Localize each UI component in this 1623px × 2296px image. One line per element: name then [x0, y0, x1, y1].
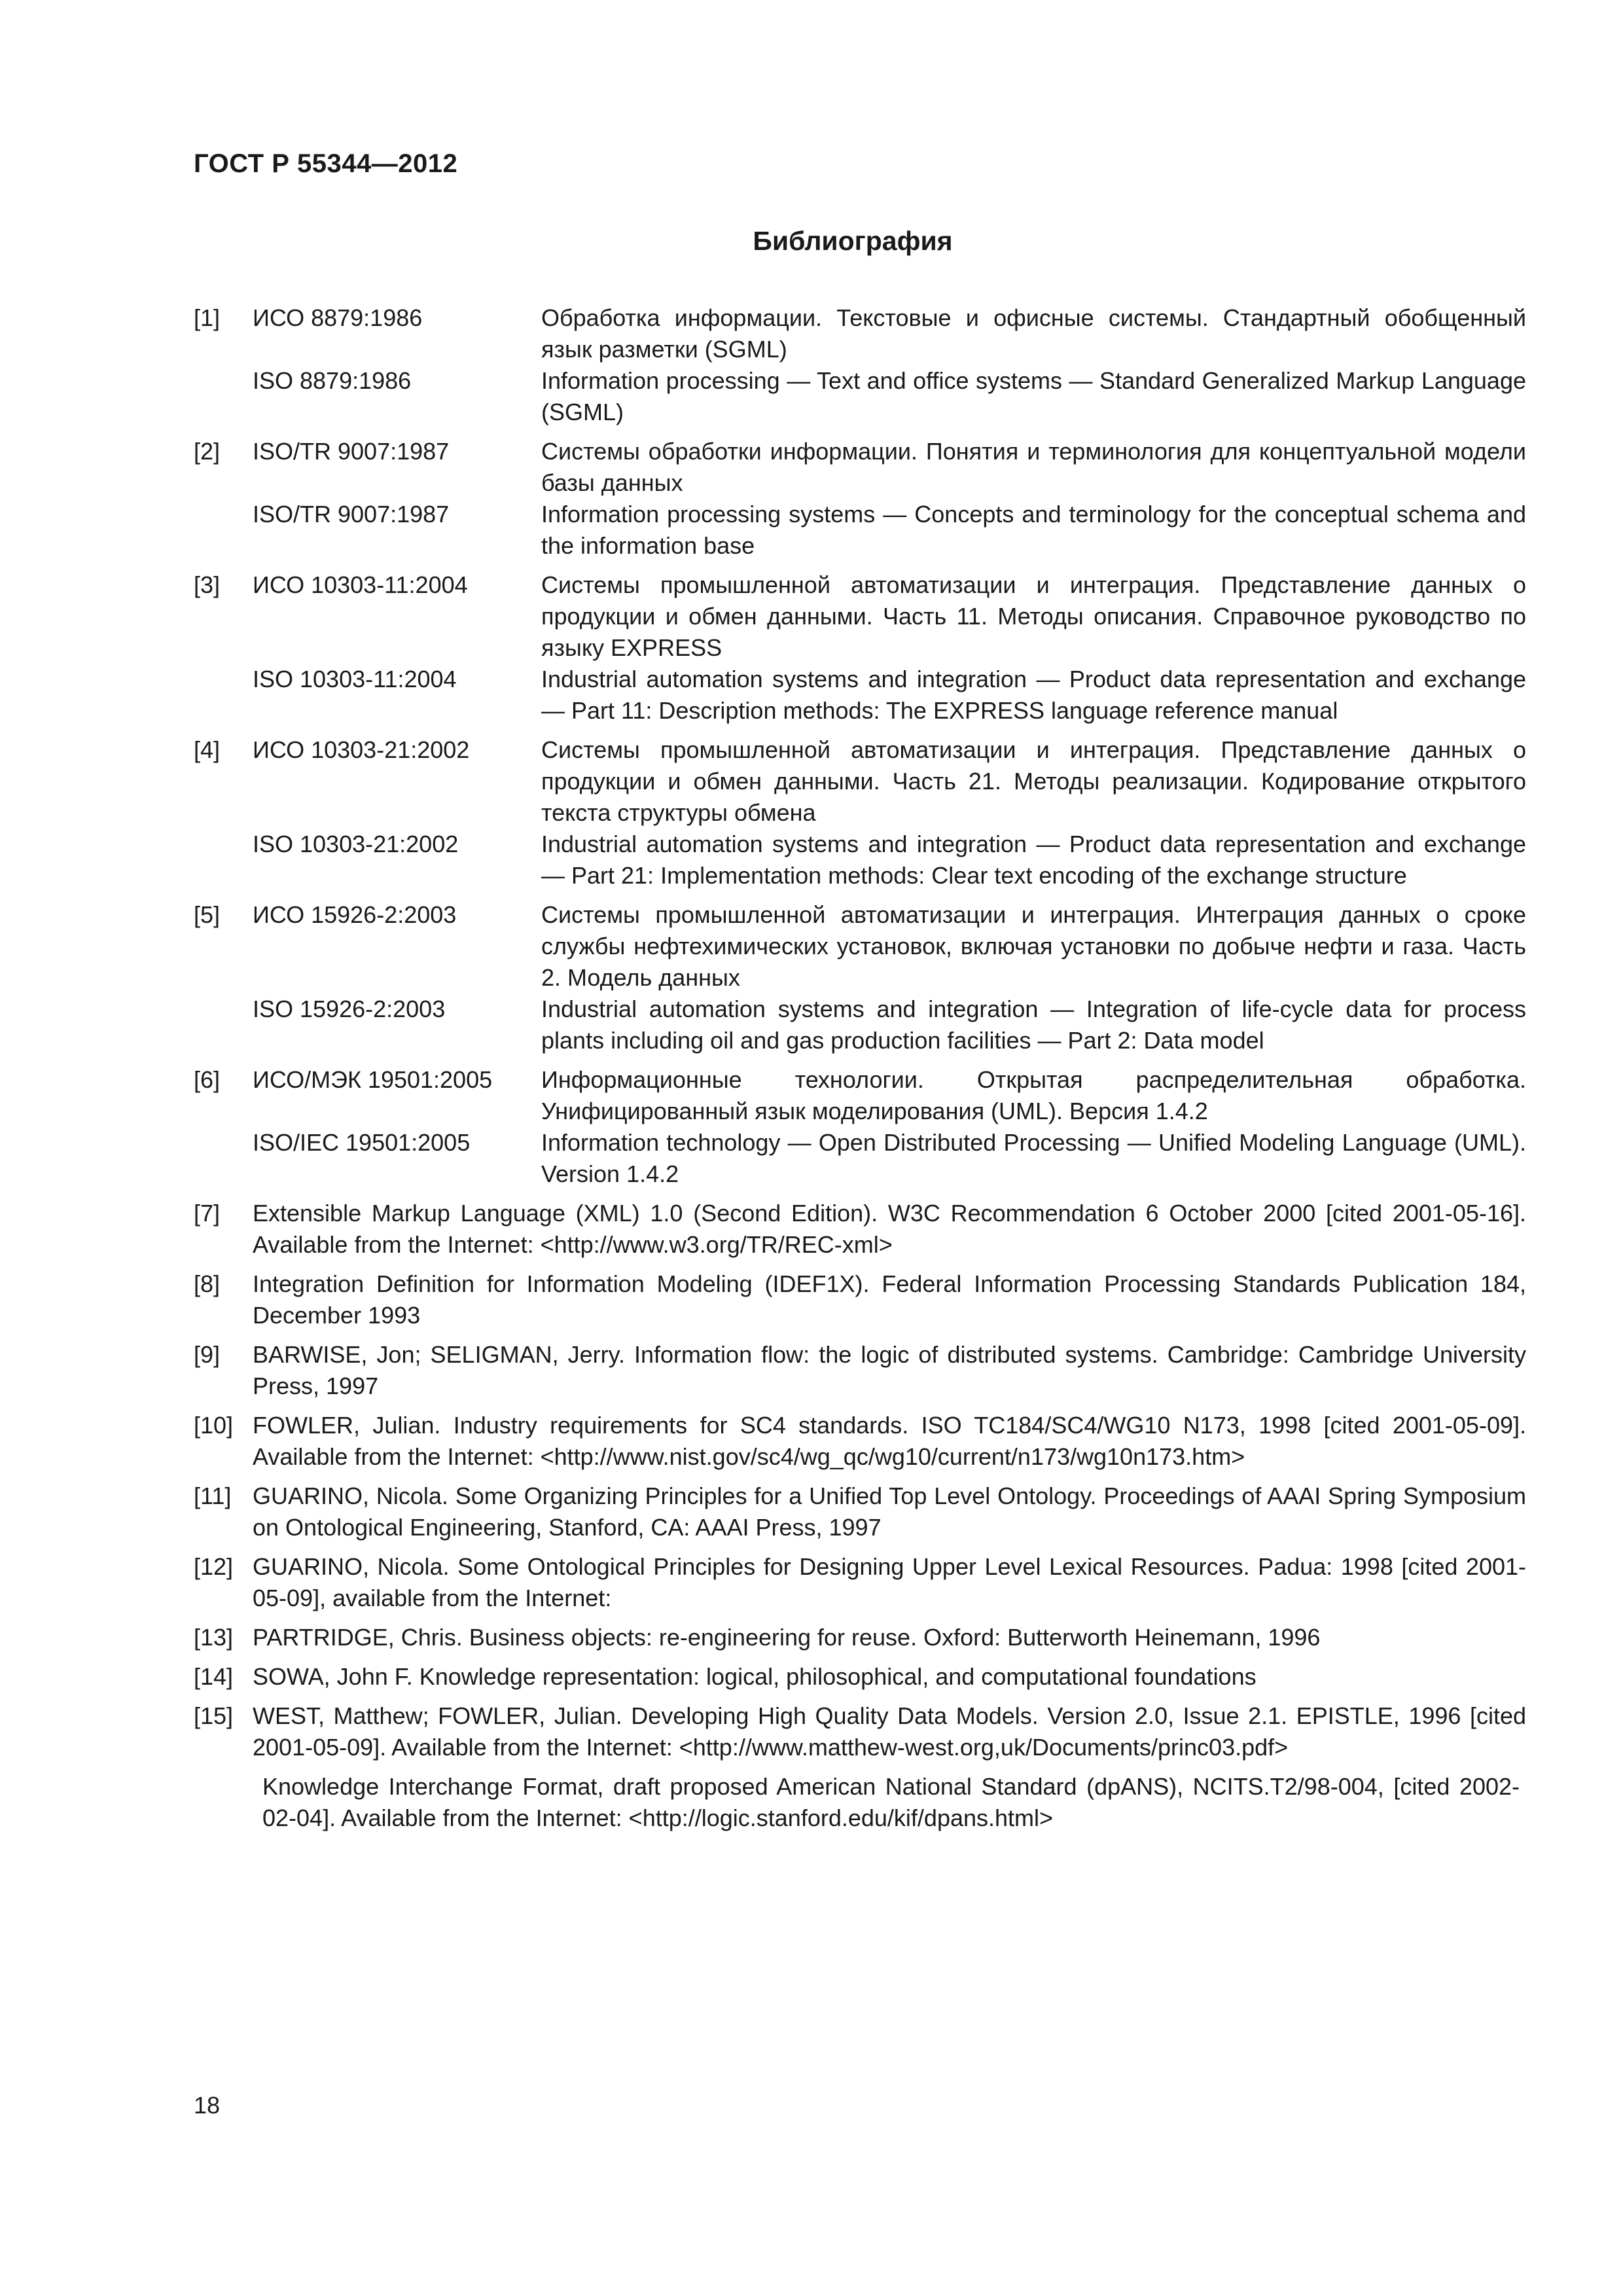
bibliography-entry: [194, 436, 1526, 562]
standard-code: ИСО 10303-11:2004: [253, 571, 468, 598]
standard-code: ISO 10303-21:2002: [253, 831, 459, 857]
standard-title: Industrial automation systems and integration — Product data representation and exchange — Part 21: Implementation methods: Clear text encoding of the exchange structure: [541, 831, 1526, 889]
entry-pair: [253, 664, 1526, 726]
standard-title: Industrial automation systems and integration — Product data representation and exchange — Part 11: Description methods: The EXPRESS language reference manual: [541, 666, 1526, 724]
entry-text: PARTRIDGE, Chris. Business objects: re-engineering for reuse. Oxford: Butterworth Heinemann, 1996: [253, 1624, 1321, 1651]
entry-number: [9]: [194, 1341, 221, 1368]
bibliography-entry: [194, 1268, 1526, 1331]
standard-title: Информационные технологии. Открытая распределительная обработка. Унифицированный язык моделирования (UML). Версия 1.4.2: [541, 1066, 1526, 1124]
entry-pair: [253, 734, 1526, 829]
entry-number: [15]: [194, 1702, 234, 1729]
bibliography-entry: [194, 899, 1526, 1056]
entry-pair: [253, 302, 1526, 365]
entry-pair: [253, 569, 1526, 664]
standard-title: Industrial automation systems and integration — Integration of life-cycle data for process plants including oil and gas production facilities — Part 2: Data model: [541, 996, 1526, 1054]
entry-text: Extensible Markup Language (XML) 1.0 (Second Edition). W3C Recommendation 6 October 2000 [cited 2001-05-16]. Available from the Internet: <http://www.w3.org/TR/REC-xml>: [253, 1200, 1526, 1258]
page-number: 18: [194, 2092, 221, 2119]
bibliography-entry: [194, 1622, 1526, 1653]
entry-number: [8]: [194, 1270, 221, 1297]
entry-text: BARWISE, Jon; SELIGMAN, Jerry. Information flow: the logic of distributed systems. Cambridge: Cambridge University Press, 1997: [253, 1341, 1526, 1399]
bibliography-entry: [194, 1064, 1526, 1190]
entry-pair: [253, 1064, 1526, 1127]
standard-code: ISO 10303-11:2004: [253, 666, 457, 692]
entry-pair: [253, 899, 1526, 994]
entry-number: [14]: [194, 1663, 234, 1690]
page-title: Библиография: [753, 226, 953, 256]
entry-number: [5]: [194, 901, 221, 928]
entry-number: [6]: [194, 1066, 221, 1093]
standard-code: ISO/TR 9007:1987: [253, 501, 450, 528]
bibliography-entry: [194, 302, 1526, 428]
entry-text: FOWLER, Julian. Industry requirements for SC4 standards. ISO TC184/SC4/WG10 N173, 1998 [cited 2001-05-09]. Available from the Internet: <http://www.nist.gov/sc4/wg_qc/wg10/current/n173/wg10n173.htm>: [253, 1412, 1526, 1470]
standard-code: ИСО 15926-2:2003: [253, 901, 457, 928]
standard-code: ИСО/МЭК 19501:2005: [253, 1066, 493, 1093]
entry-number: [7]: [194, 1200, 221, 1227]
standard-code: ИСО 10303-21:2002: [253, 736, 470, 763]
entry-number: [2]: [194, 438, 221, 465]
entry-pair: [253, 436, 1526, 499]
standard-title: Системы обработки информации. Понятия и терминология для концептуальной модели базы данных: [541, 438, 1526, 496]
bibliography-entry: [194, 1700, 1526, 1763]
standard-code: ISO 15926-2:2003: [253, 996, 446, 1022]
standard-code: ISO 8879:1986: [253, 367, 412, 394]
entry-pair: [253, 1127, 1526, 1190]
bibliography-list: [194, 302, 1526, 1834]
standard-code: ISO/TR 9007:1987: [253, 438, 450, 465]
bibliography-entry: [194, 1410, 1526, 1473]
entry-number: [10]: [194, 1412, 234, 1439]
entry-text: GUARINO, Nicola. Some Organizing Principles for a Unified Top Level Ontology. Proceedings of AAAI Spring Symposium on Ontological Engineering, Stanford, CA: AAAI Press, 1997: [253, 1482, 1526, 1541]
entry-text: Integration Definition for Information Modeling (IDEF1X). Federal Information Processing Standards Publication 184, December 1993: [253, 1270, 1526, 1329]
entry-pair: [253, 365, 1526, 428]
standard-title: Системы промышленной автоматизации и интеграция. Представление данных о продукции и обмен данными. Часть 21. Методы реализации. Кодирование открытого текста структуры обмена: [541, 736, 1526, 826]
entry-text: WEST, Matthew; FOWLER, Julian. Developing High Quality Data Models. Version 2.0, Issue 2.1. EPISTLE, 1996 [cited 2001-05-09]. Available from the Internet: <http://www.matthew-west.org,uk/Documents/princ03.pdf>: [253, 1702, 1526, 1761]
entry-pair: [253, 499, 1526, 562]
entry-number: [13]: [194, 1624, 234, 1651]
entry-text: SOWA, John F. Knowledge representation: logical, philosophical, and computational foundations: [253, 1663, 1257, 1690]
standard-title: Системы промышленной автоматизации и интеграция. Интеграция данных о сроке службы нефтехимических установок, включая установки по добыче нефти и газа. Часть 2. Модель данных: [541, 901, 1526, 991]
bibliography-entry: [194, 734, 1526, 891]
bibliography-entry: [194, 1339, 1526, 1402]
entry-number: [11]: [194, 1482, 232, 1509]
standard-title: Information technology — Open Distributed Processing — Unified Modeling Language (UML). Version 1.4.2: [541, 1129, 1526, 1187]
bibliography-entry: [194, 1551, 1526, 1614]
document-header: ГОСТ Р 55344—2012: [194, 149, 458, 178]
standard-title: Information processing — Text and office systems — Standard Generalized Markup Language (SGML): [541, 367, 1526, 425]
bibliography-entry: [194, 569, 1526, 726]
entry-number: [1]: [194, 304, 221, 331]
entry-number: [12]: [194, 1553, 234, 1580]
entry-number: [4]: [194, 736, 221, 763]
standard-title: Системы промышленной автоматизации и интеграция. Представление данных о продукции и обмен данными. Часть 11. Методы описания. Справочное руководство по языку EXPRESS: [541, 571, 1526, 661]
standard-code: ИСО 8879:1986: [253, 304, 423, 331]
additional-reference: Knowledge Interchange Format, draft proposed American National Standard (dpANS), NCITS.T2/98-004, [cited 2002-02-04]. Available from the Internet: <http://logic.stanford.edu/kif/dpans.html>: [262, 1773, 1520, 1831]
bibliography-entry: [194, 1198, 1526, 1261]
entry-number: [3]: [194, 571, 221, 598]
standard-title: Обработка информации. Текстовые и офисные системы. Стандартный обобщенный язык разметки (SGML): [541, 304, 1526, 363]
bibliography-entry: [194, 1661, 1526, 1693]
standard-title: Information processing systems — Concepts and terminology for the conceptual schema and the information base: [541, 501, 1526, 559]
entry-pair: [253, 829, 1526, 891]
entry-pair: [253, 994, 1526, 1056]
entry-text: GUARINO, Nicola. Some Ontological Principles for Designing Upper Level Lexical Resources. Padua: 1998 [cited 2001-05-09], available from the Internet:: [253, 1553, 1526, 1611]
standard-code: ISO/IEC 19501:2005: [253, 1129, 471, 1156]
bibliography-entry: [194, 1480, 1526, 1543]
